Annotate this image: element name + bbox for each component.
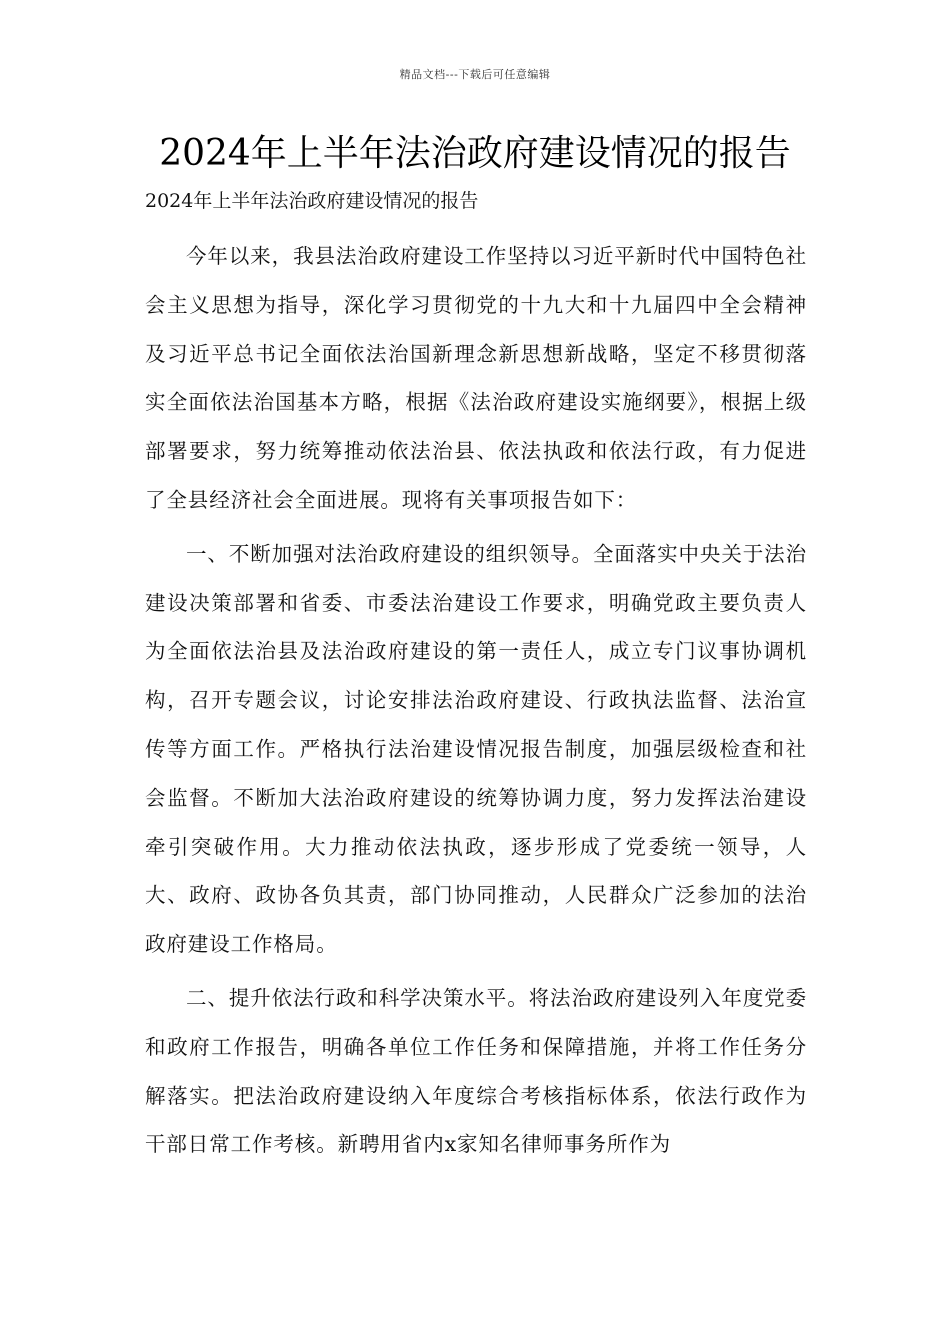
document-subtitle: 2024年上半年法治政府建设情况的报告 bbox=[145, 190, 479, 212]
document-title: 2024年上半年法治政府建设情况的报告 bbox=[159, 133, 791, 174]
page-header: 精品文档---下载后可任意编辑 bbox=[399, 68, 551, 81]
paragraph-section-2: 二、提升依法行政和科学决策水平。将法治政府建设列入年度党委和政府工作报告，明确各单位工作任务和保障措施，并将工作任务分解落实。把法治政府建设纳入年度综合考核指标体系，依法行政作为干部日常工作考核。新聘用省内x家知名律师事务所作为 bbox=[145, 985, 807, 1157]
document-body bbox=[145, 232, 807, 1174]
paragraph-intro: 今年以来，我县法治政府建设工作坚持以习近平新时代中国特色社会主义思想为指导，深化学习贯彻党的十九大和十九届四中全会精神及习近平总书记全面依法治国新理念新思想新战略，坚定不移贯彻落实全面依法治国基本方略，根据《法治政府建设实施纲要》，根据上级部署要求，努力统筹推动依法治县、依法执政和依法行政，有力促进了全县经济社会全面进展。现将有关事项报告如下： bbox=[145, 244, 807, 512]
paragraph-section-1: 一、不断加强对法治政府建设的组织领导。全面落实中央关于法治建设决策部署和省委、市委法治建设工作要求，明确党政主要负责人为全面依法治县及法治政府建设的第一责任人，成立专门议事协调机构，召开专题会议，讨论安排法治政府建设、行政执法监督、法治宣传等方面工作。严格执行法治建设情况报告制度，加强层级检查和社会监督。不断加大法治政府建设的统筹协调力度，努力发挥法治建设牵引突破作用。大力推动依法执政，逐步形成了党委统一领导，人大、政府、政协各负其责，部门协同推动，人民群众广泛参加的法治政府建设工作格局。 bbox=[145, 541, 807, 957]
